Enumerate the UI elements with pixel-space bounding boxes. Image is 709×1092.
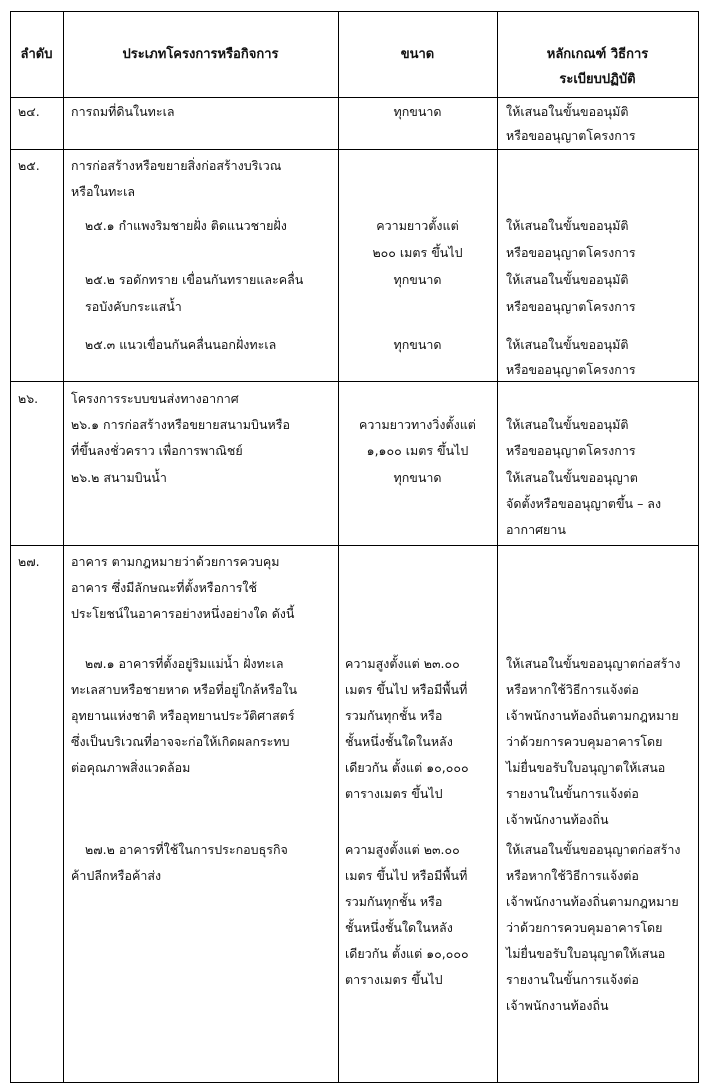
row-27-1-criteria-5: ไม่ยื่นขอรับใบอนุญาตให้เสนอ — [506, 760, 666, 775]
row-27-1-title-2: ทะเลสาบหรือชายหาด หรือที่อยู่ใกล้หรือใน — [71, 682, 298, 697]
row-25-title-2: หรือในทะเล — [71, 184, 135, 199]
row-27-1-criteria-2: หรือหากใช้วิธีการแจ้งต่อ — [506, 682, 639, 697]
row-25-3-criteria-2: หรือขออนุญาตโครงการ — [506, 362, 636, 377]
row-27-2-criteria-2: หรือหากใช้วิธีการแจ้งต่อ — [506, 868, 639, 883]
row-27-2-title-1: ๒๗.๒ อาคารที่ใช้ในการประกอบธุรกิจ — [85, 842, 288, 857]
row-27-1-criteria-1: ให้เสนอในขั้นขออนุญาตก่อสร้าง — [506, 656, 681, 671]
table-border-left — [10, 11, 11, 1083]
row-27-number: ๒๗. — [18, 554, 40, 569]
header-criteria-line2: ระเบียบปฏิบัติ — [559, 72, 636, 87]
row-25-3-criteria-1: ให้เสนอในขั้นขออนุมัติ — [506, 337, 629, 352]
row-25-1-criteria-2: หรือขออนุญาตโครงการ — [506, 245, 636, 260]
row-27-1-title-4: ซึ่งเป็นบริเวณที่อาจจะก่อให้เกิดผลกระทบ — [71, 734, 290, 749]
row-26-2-criteria-1: ให้เสนอในขั้นขออนุญาต — [506, 470, 638, 485]
header-bottom-line — [10, 97, 699, 98]
row-27-title-1: อาคาร ตามกฎหมายว่าด้วยการควบคุม — [71, 554, 280, 569]
row-26-number: ๒๖. — [18, 391, 39, 406]
row-24-criteria-1: ให้เสนอในขั้นขออนุมัติ — [506, 104, 629, 119]
row-24-size: ทุกขนาด — [393, 104, 442, 119]
row-27-1-size-2: เมตร ขึ้นไป หรือมีพื้นที่ — [345, 682, 468, 697]
row-26-title: โครงการระบบขนส่งทางอากาศ — [71, 391, 239, 406]
row-25-2-criteria-1: ให้เสนอในขั้นขออนุมัติ — [506, 272, 629, 287]
column-divider-1 — [63, 11, 64, 1083]
row-27-title-2: อาคาร ซึ่งมีลักษณะที่ตั้งหรือการใช้ — [71, 580, 258, 595]
row-25-3-size: ทุกขนาด — [393, 337, 442, 352]
row-26-1-title-1: ๒๖.๑ การก่อสร้างหรือขยายสนามบินหรือ — [71, 417, 290, 432]
table-border-bottom — [10, 1082, 699, 1083]
row-27-2-criteria-1: ให้เสนอในขั้นขออนุญาตก่อสร้าง — [506, 842, 681, 857]
table-border-top — [10, 11, 699, 12]
row-26-2-criteria-2: จัดตั้งหรือขออนุญาตขึ้น – ลง — [506, 496, 662, 511]
row-27-1-size-1: ความสูงตั้งแต่ ๒๓.๐๐ — [345, 656, 460, 671]
row-25-1-criteria-1: ให้เสนอในขั้นขออนุมัติ — [506, 218, 629, 233]
row-27-2-criteria-6: รายงานในขั้นการแจ้งต่อ — [506, 972, 639, 987]
row-26-bottom-line — [10, 545, 699, 546]
row-25-3-title: ๒๕.๓ แนวเขื่อนกันคลื่นนอกฝั่งทะเล — [85, 337, 277, 352]
column-divider-3 — [497, 11, 498, 1083]
column-divider-2 — [338, 11, 339, 1083]
row-27-2-criteria-3: เจ้าพนักงานท้องถิ่นตามกฎหมาย — [506, 894, 679, 909]
row-25-title-1: การก่อสร้างหรือขยายสิ่งก่อสร้างบริเวณ — [71, 158, 282, 173]
row-24-criteria-2: หรือขออนุญาตโครงการ — [506, 128, 636, 143]
row-27-1-criteria-6: รายงานในขั้นการแจ้งต่อ — [506, 786, 639, 801]
row-26-2-title: ๒๖.๒ สนามบินน้ำ — [71, 470, 167, 485]
row-27-1-criteria-7: เจ้าพนักงานท้องถิ่น — [506, 812, 609, 827]
row-26-1-criteria-2: หรือขออนุญาตโครงการ — [506, 443, 636, 458]
header-project-type: ประเภทโครงการหรือกิจการ — [122, 47, 279, 62]
row-25-2-title-1: ๒๕.๒ รอดักทราย เขื่อนกันทรายและคลื่น — [85, 272, 304, 287]
row-27-2-size-3: รวมกันทุกชั้น หรือ — [345, 894, 443, 909]
row-27-2-criteria-5: ไม่ยื่นขอรับใบอนุญาตให้เสนอ — [506, 946, 666, 961]
row-25-2-criteria-2: หรือขออนุญาตโครงการ — [506, 299, 636, 314]
row-25-1-size-2: ๒๐๐ เมตร ขึ้นไป — [372, 245, 463, 260]
row-25-2-title-2: รอบังคับกระแสน้ำ — [85, 299, 182, 314]
row-27-1-title-5: ต่อคุณภาพสิ่งแวดล้อม — [71, 760, 191, 775]
row-27-2-size-6: ตารางเมตร ขึ้นไป — [345, 972, 443, 987]
row-27-1-size-4: ชั้นหนึ่งชั้นใดในหลัง — [345, 734, 453, 749]
row-26-2-size: ทุกขนาด — [393, 470, 442, 485]
table-border-right — [698, 11, 699, 1083]
header-no: ลำดับ — [20, 47, 53, 62]
row-27-1-size-6: ตารางเมตร ขึ้นไป — [345, 786, 443, 801]
row-24-title: การถมที่ดินในทะเล — [71, 104, 175, 119]
row-25-number: ๒๕. — [18, 158, 40, 173]
row-27-2-size-5: เดียวกัน ตั้งแต่ ๑๐,๐๐๐ — [345, 946, 469, 961]
row-25-1-size-1: ความยาวตั้งแต่ — [376, 218, 459, 233]
row-26-1-size-1: ความยาวทางวิ่งตั้งแต่ — [359, 417, 476, 432]
row-24-bottom-line — [10, 149, 699, 150]
row-27-2-title-2: ค้าปลีกหรือค้าส่ง — [71, 868, 162, 883]
row-27-2-size-2: เมตร ขึ้นไป หรือมีพื้นที่ — [345, 868, 468, 883]
row-24-number: ๒๔. — [18, 104, 40, 119]
header-size: ขนาด — [400, 47, 435, 62]
row-26-2-criteria-3: อากาศยาน — [506, 522, 566, 537]
row-25-2-size: ทุกขนาด — [393, 272, 442, 287]
row-27-title-3: ประโยชน์ในอาคารอย่างหนึ่งอย่างใด ดังนี้ — [71, 606, 295, 621]
row-27-2-size-1: ความสูงตั้งแต่ ๒๓.๐๐ — [345, 842, 460, 857]
row-27-2-size-4: ชั้นหนึ่งชั้นใดในหลัง — [345, 920, 453, 935]
row-27-1-title-3: อุทยานแห่งชาติ หรืออุทยานประวัติศาสตร์ — [71, 708, 295, 723]
row-25-1-title: ๒๕.๑ กำแพงริมชายฝั่ง ติดแนวชายฝั่ง — [85, 218, 287, 233]
row-27-1-size-5: เดียวกัน ตั้งแต่ ๑๐,๐๐๐ — [345, 760, 469, 775]
row-27-1-size-3: รวมกันทุกชั้น หรือ — [345, 708, 443, 723]
row-27-2-criteria-4: ว่าด้วยการควบคุมอาคารโดย — [506, 920, 663, 935]
header-criteria-line1: หลักเกณฑ์ วิธีการ — [546, 47, 649, 62]
row-27-1-criteria-3: เจ้าพนักงานท้องถิ่นตามกฎหมาย — [506, 708, 679, 723]
row-26-1-criteria-1: ให้เสนอในขั้นขออนุมัติ — [506, 417, 629, 432]
row-26-1-title-2: ที่ขึ้นลงชั่วคราว เพื่อการพาณิชย์ — [71, 443, 243, 458]
row-27-1-criteria-4: ว่าด้วยการควบคุมอาคารโดย — [506, 734, 663, 749]
row-26-1-size-2: ๑,๑๐๐ เมตร ขึ้นไป — [366, 443, 469, 458]
row-27-2-criteria-7: เจ้าพนักงานท้องถิ่น — [506, 998, 609, 1013]
row-27-1-title-1: ๒๗.๑ อาคารที่ตั้งอยู่ริมแม่น้ำ ฝั่งทะเล — [85, 656, 284, 671]
